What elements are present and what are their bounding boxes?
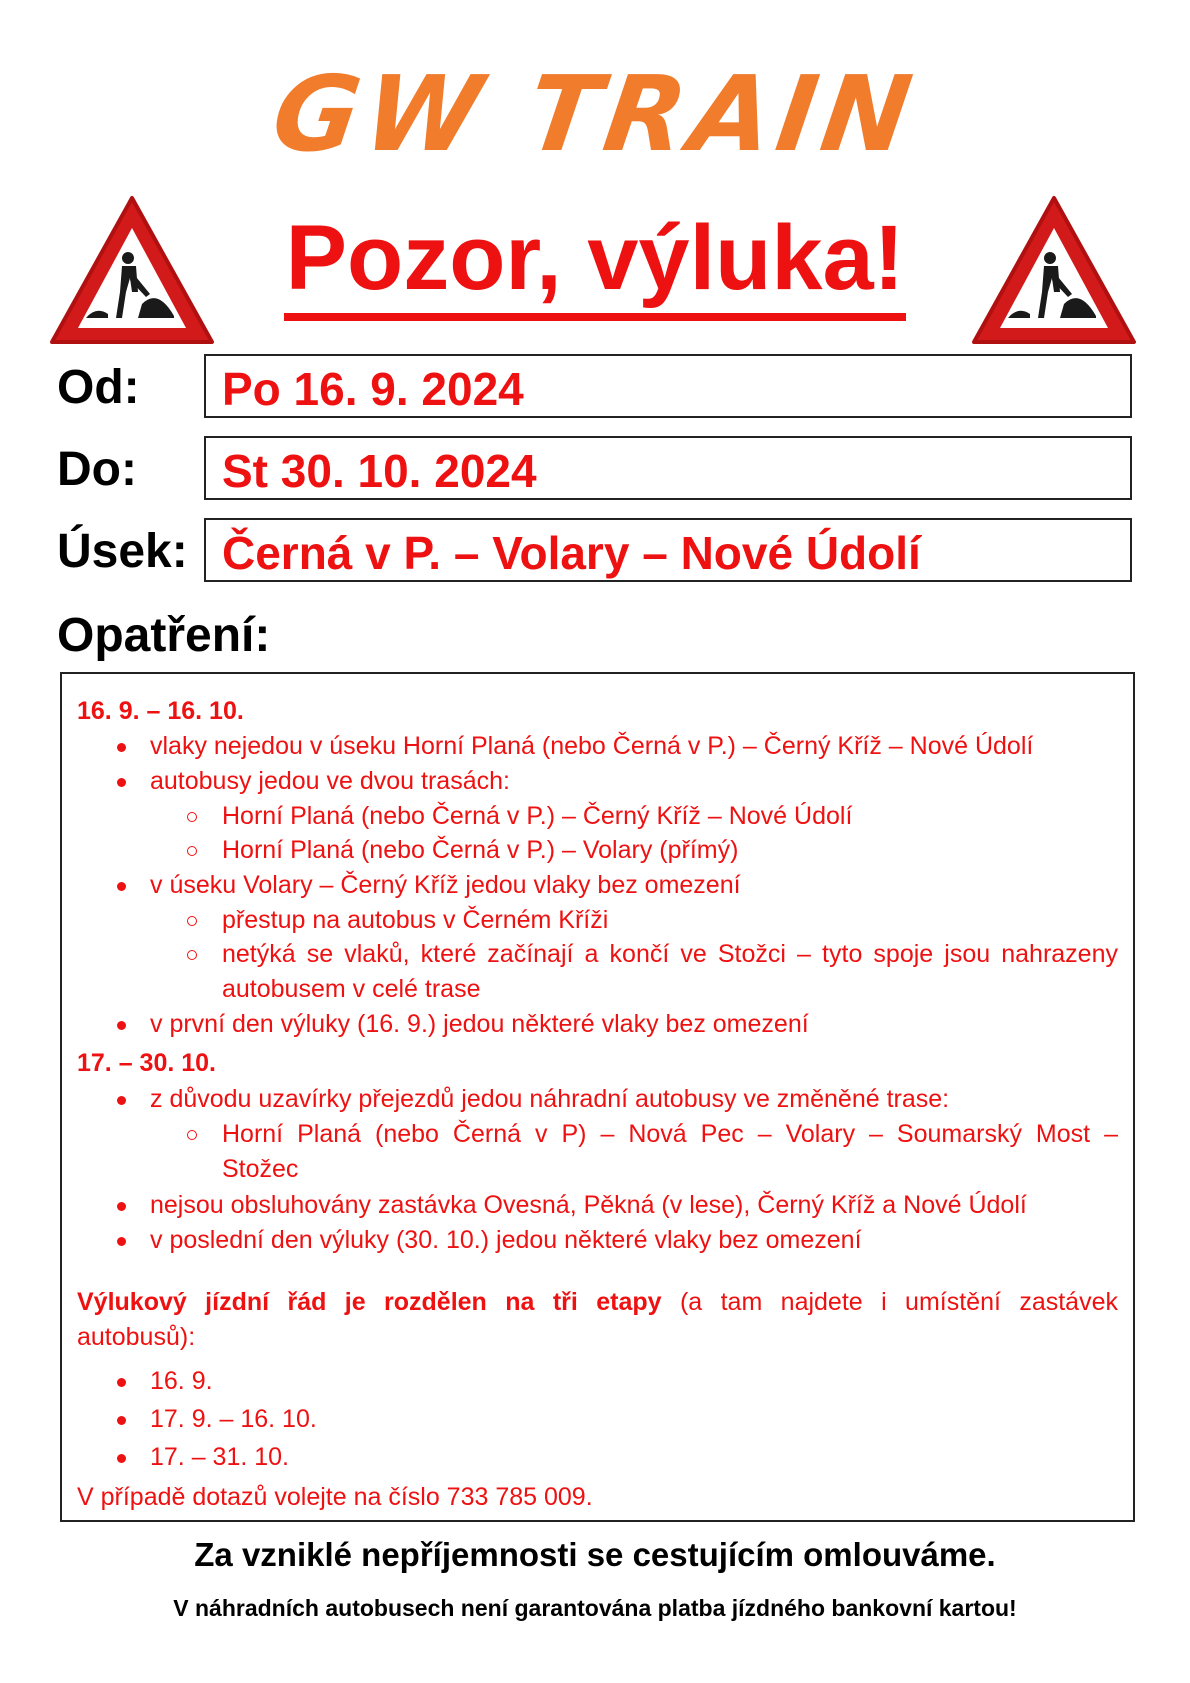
contact-line: V případě dotazů volejte na číslo 733 785 009.: [77, 1483, 593, 1511]
sub-list-item-continuation: Stožec: [222, 1155, 299, 1183]
list-item: vlaky nejedou v úseku Horní Planá (nebo Černá v P.) – Černý Kříž – Nové Údolí: [150, 732, 1034, 760]
list-item: v poslední den výluky (30. 10.) jedou některé vlaky bez omezení: [150, 1226, 862, 1254]
from-label: Od:: [57, 361, 140, 414]
list-item: v první den výluky (16. 9.) jedou některé vlaky bez omezení: [150, 1010, 809, 1038]
to-value: St 30. 10. 2024: [222, 445, 537, 497]
list-item: autobusy jedou ve dvou trasách:: [150, 767, 510, 795]
sub-list-item: Horní Planá (nebo Černá v P.) – Černý Kříž – Nové Údolí: [222, 802, 853, 830]
list-item: v úseku Volary – Černý Kříž jedou vlaky bez omezení: [150, 871, 741, 899]
timetable-note: [77, 1287, 1118, 1317]
sub-list-item-continuation: autobusem v celé trase: [222, 975, 481, 1003]
stage-item: 17. 9. – 16. 10.: [150, 1405, 317, 1433]
stage-item: 16. 9.: [150, 1367, 213, 1395]
measures-label: Opatření:: [57, 609, 271, 662]
section-label: Úsek:: [57, 525, 188, 578]
page-title: [0, 207, 1190, 309]
list-item: nejsou obsluhovány zastávka Ovesná, Pěkná (v lese), Černý Kříž a Nové Údolí: [150, 1191, 1027, 1219]
to-label: Do:: [57, 443, 137, 496]
from-value: Po 16. 9. 2024: [222, 363, 524, 415]
timetable-note-rest: (a tam najdete i umístění zastávek: [679, 1288, 1118, 1316]
measures-box: [60, 672, 1135, 1522]
card-payment-notice: V náhradních autobusech není garantována platba jízdného bankovní kartou!: [173, 1595, 1017, 1621]
sub-list-item: přestup na autobus v Černém Kříži: [222, 906, 609, 934]
gw-train-logo: GW TRAIN: [265, 53, 925, 175]
period-heading: 17. – 30. 10.: [77, 1049, 217, 1077]
section-box: [204, 518, 1132, 582]
period-heading: 16. 9. – 16. 10.: [77, 697, 244, 725]
sub-list-item: Horní Planá (nebo Černá v P.) – Volary (přímý): [222, 836, 739, 864]
sub-list-item: netýká se vlaků, které začínají a končí ve Stožci – tyto spoje jsou nahrazeny: [222, 940, 1118, 968]
from-box: [204, 354, 1132, 418]
timetable-note-continuation: autobusů):: [77, 1323, 196, 1351]
apology-text: Za vzniklé nepříjemnosti se cestujícím omlouváme.: [194, 1536, 996, 1573]
stage-item: 17. – 31. 10.: [150, 1443, 290, 1471]
section-value: Černá v P. – Volary – Nové Údolí: [222, 527, 921, 579]
list-item: z důvodu uzavírky přejezdů jedou náhradní autobusy ve změněné trase:: [150, 1085, 950, 1113]
timetable-note-bold: Výlukový jízdní řád je rozdělen na tři etapy: [77, 1288, 662, 1316]
page-title-text: Pozor, výluka!: [284, 207, 907, 321]
to-box: [204, 436, 1132, 500]
sub-list-item: Horní Planá (nebo Černá v P) – Nová Pec – Volary – Soumarský Most –: [222, 1120, 1118, 1148]
